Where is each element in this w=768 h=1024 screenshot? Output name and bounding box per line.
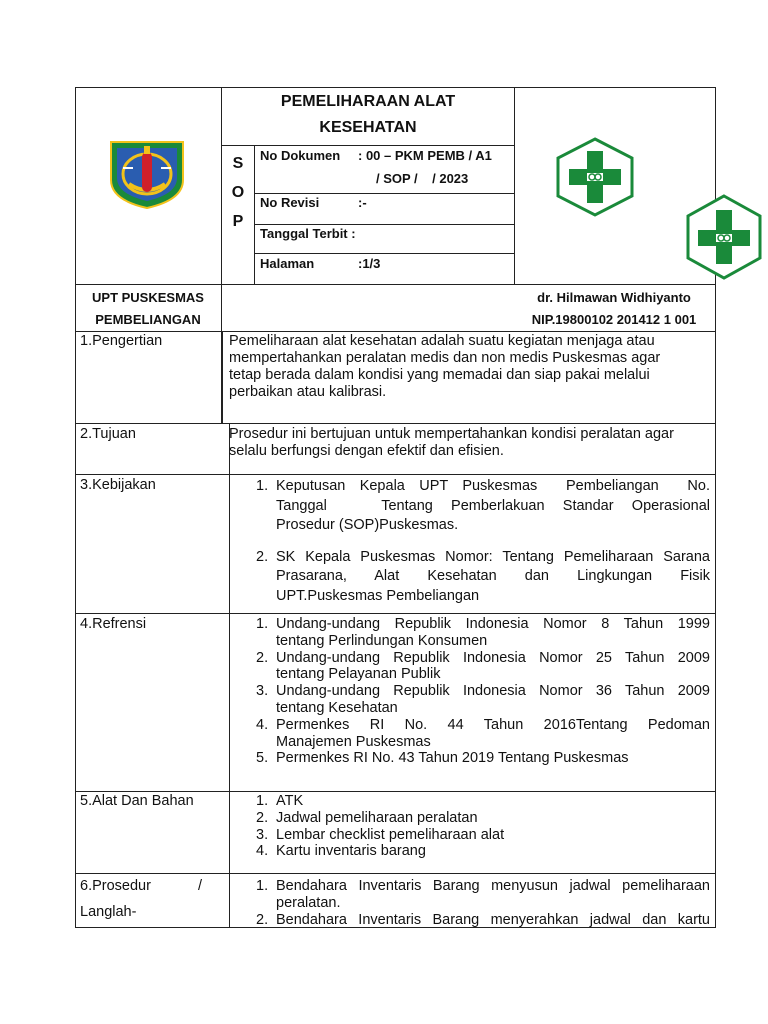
alat-bahan-list [248,793,710,860]
prosedur-list [248,878,710,928]
puskesmas-logo-small [686,194,762,280]
issue-date-label: Tanggal Terbit : [260,226,356,241]
list-item: 5. Permenkes RI No. 43 Tahun 2019 Tentang Puskesmas [256,750,629,767]
sop-title-line1: PEMELIHARAAN ALAT [280,93,456,110]
list-item: 1. Bendahara Inventaris Barang menyusun jadwal pemeliharaan peralatan. [256,878,710,911]
section-label-alat-bahan: 5.Alat Dan Bahan [80,793,194,809]
refrensi-list [248,616,710,767]
section-label-kebijakan: 3.Kebijakan [80,477,156,493]
list-item: 1. Keputusan Kepala UPT Puskesmas Pembeliangan No. Tanggal Tentang Pemberlakuan Standar Operasional Prosedur (SOP)Puskesmas. [256,478,710,533]
section-label-refrensi: 4.Refrensi [80,616,147,632]
section-label-tujuan: 2.Tujuan [80,426,136,442]
list-item: 4. Kartu inventaris barang [256,843,426,860]
kebijakan-list [248,477,710,606]
page-value: :1/3 [358,256,381,271]
section-label-prosedur: 6.Prosedur [80,878,151,894]
org-name-line2: PEMBELIANGAN [95,312,201,327]
list-item: 1. Undang-undang Republik Indonesia Nomor 8 Tahun 1999 tentang Perlindungan Konsumen [256,616,710,649]
list-item: 2. Bendahara Inventaris Barang menyerahkan jadwal dan kartu [256,911,710,928]
org-name-line1: UPT PUSKESMAS [92,290,204,305]
list-item: 2. SK Kepala Puskesmas Nomor: Tentang Pemeliharaan Sarana Prasarana, Alat Kesehatan dan Lingkungan Fisik UPT.Puskesmas Pembeliangan [256,548,710,604]
section-label-prosedur-line2: Langlah- [80,904,137,920]
revision-value: :- [358,195,367,210]
sop-title-line2: KESEHATAN [319,119,417,136]
signer-nip: NIP.19800102 201412 1 001 [531,312,697,327]
tujuan-text: Prosedur ini bertujuan untuk mempertahankan kondisi peralatan agar selalu berfungsi dengan efektif dan efisien. [229,426,674,459]
section-label-pengertian: 1.Pengertian [80,333,163,349]
list-item: 1. ATK [256,793,304,809]
doc-no-value-line2: / SOP / / 2023 [376,171,469,186]
doc-no-label: No Dokumen [260,148,341,163]
sop-letter-p: P [232,213,244,230]
list-item: 3. Undang-undang Republik Indonesia Nomor 36 Tahun 2009 tentang Kesehatan [256,683,710,716]
list-item: 2. Undang-undang Republik Indonesia Nomor 25 Tahun 2009 tentang Pelayanan Publik [256,649,710,683]
list-item: 4. Permenkes RI No. 44 Tahun 2016Tentang Pedoman Manajemen Puskesmas [256,716,710,750]
doc-no-value-line1: : 00 – PKM PEMB / A1 [358,148,492,163]
list-item: 3. Lembar checklist pemeliharaan alat [256,826,505,843]
list-item: 2. Jadwal pemeliharaan peralatan [256,809,478,826]
sop-letter-s: S [232,155,244,172]
sop-letter-o: O [231,184,245,201]
puskesmas-logo [556,137,634,217]
revision-label: No Revisi [260,195,320,210]
signer-name: dr. Hilmawan Widhiyanto [537,290,691,305]
section-label-prosedur-slash: / [198,878,203,894]
page-label: Halaman [260,256,315,271]
regency-emblem-logo [107,138,187,210]
pengertian-text: Pemeliharaan alat kesehatan adalah suatu kegiatan menjaga atau mempertahankan peralatan medis dan non medis Puskesmas agar tetap berada dalam kondisi yang memadai dan siap pakai melalui perbaikan atau kalibrasi. [229,333,661,400]
